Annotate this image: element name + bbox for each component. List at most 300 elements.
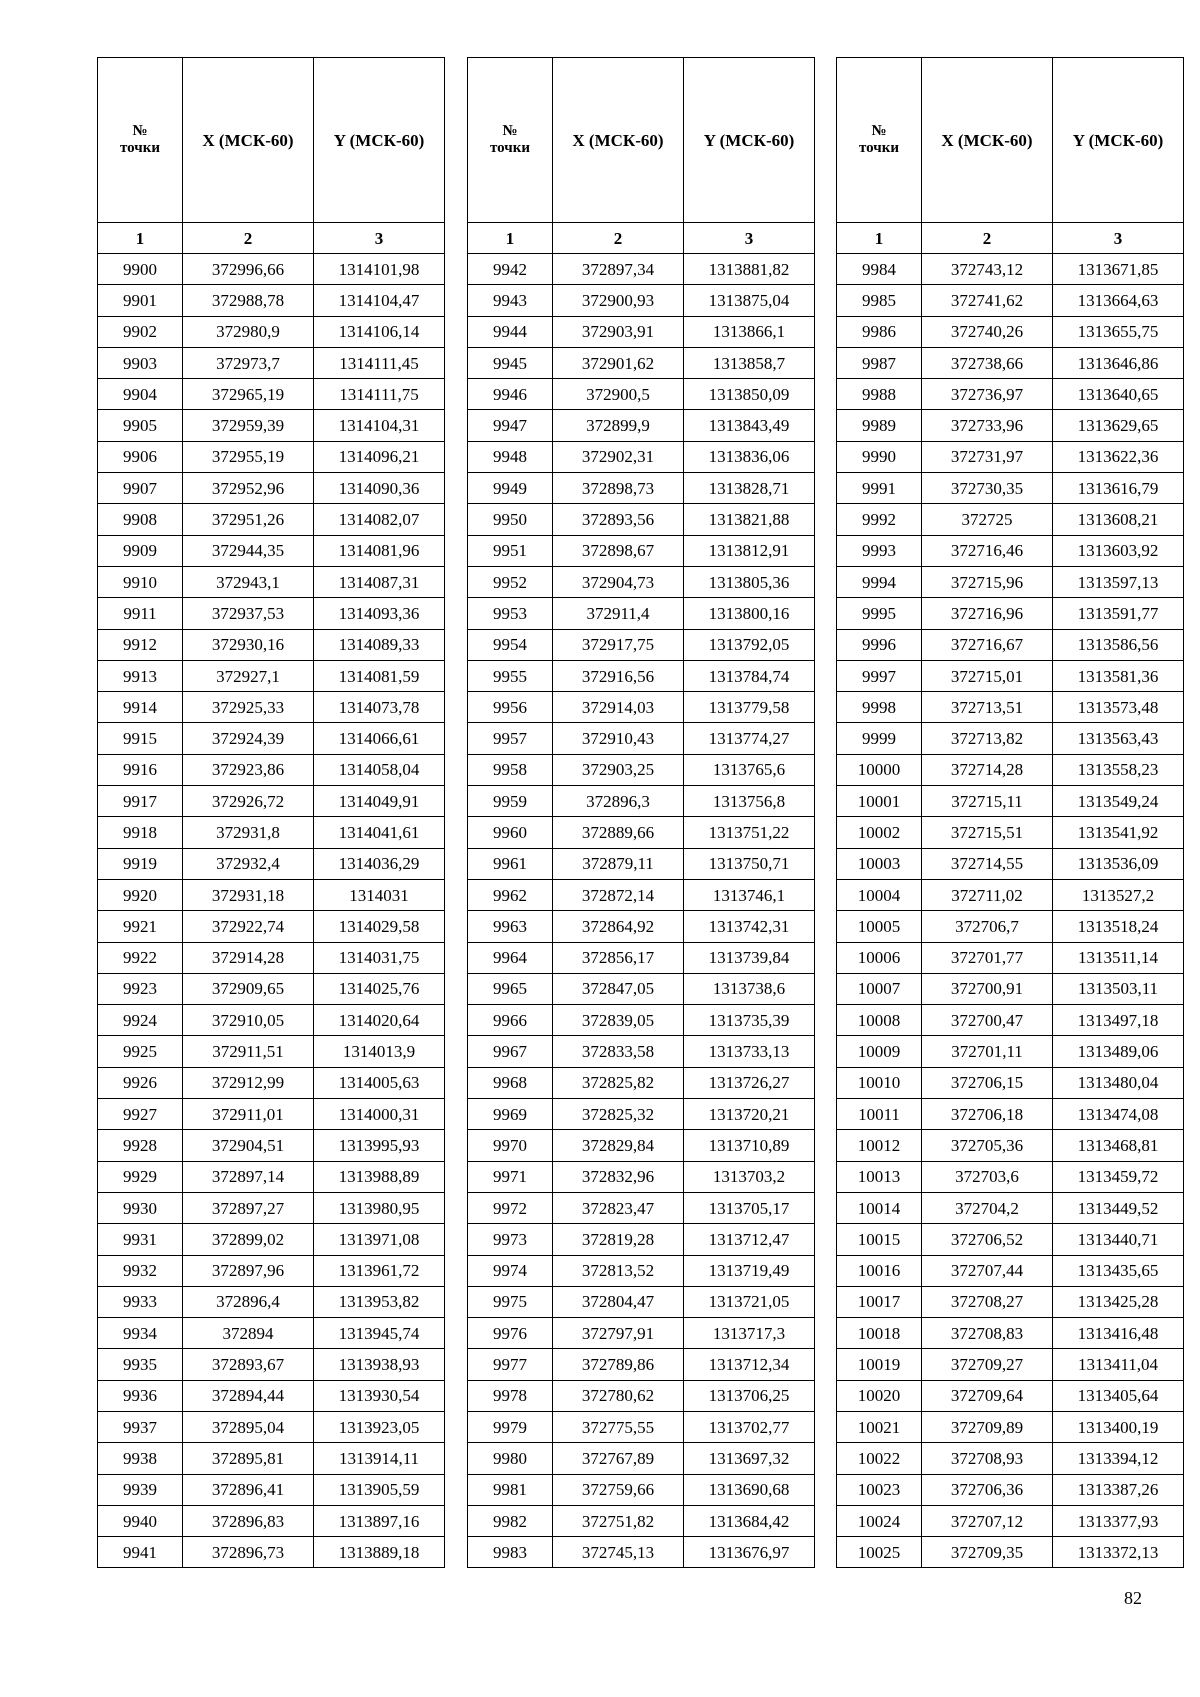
x-coordinate-cell: 372917,75: [553, 629, 684, 660]
point-number-cell: 9917: [98, 786, 183, 817]
x-coordinate-cell: 372813,52: [553, 1255, 684, 1286]
y-coordinate-cell: 1313558,23: [1053, 754, 1184, 785]
point-number-cell: 9906: [98, 441, 183, 472]
point-number-cell: 9924: [98, 1005, 183, 1036]
point-number-cell: 9981: [468, 1474, 553, 1505]
point-number-cell: 10011: [837, 1099, 922, 1130]
point-number-cell: 9904: [98, 379, 183, 410]
header-x: X (МСК-60): [553, 58, 684, 223]
point-number-cell: 10005: [837, 911, 922, 942]
y-coordinate-cell: 1313425,28: [1053, 1286, 1184, 1317]
point-number-cell: 9944: [468, 316, 553, 347]
point-number-cell: 9991: [837, 473, 922, 504]
point-number-cell: 9955: [468, 660, 553, 691]
table-row: [468, 1161, 815, 1192]
y-coordinate-cell: 1313608,21: [1053, 504, 1184, 535]
column-number: 1: [98, 223, 183, 254]
point-number-cell: 9931: [98, 1224, 183, 1255]
table-row: [837, 410, 1184, 441]
table-row: [837, 535, 1184, 566]
y-coordinate-cell: 1313938,93: [314, 1349, 445, 1380]
column-number: 2: [553, 223, 684, 254]
x-coordinate-cell: 372912,99: [183, 1067, 314, 1098]
point-number-cell: 9945: [468, 347, 553, 378]
x-coordinate-cell: 372903,25: [553, 754, 684, 785]
point-number-cell: 9943: [468, 285, 553, 316]
table-row: [837, 1318, 1184, 1349]
point-number-cell: 9948: [468, 441, 553, 472]
y-coordinate-cell: 1314049,91: [314, 786, 445, 817]
table-row: [468, 1505, 815, 1536]
point-number-cell: 9994: [837, 566, 922, 597]
y-coordinate-cell: 1314031: [314, 879, 445, 910]
y-coordinate-cell: 1313774,27: [684, 723, 815, 754]
x-coordinate-cell: 372709,27: [922, 1349, 1053, 1380]
y-coordinate-cell: 1313712,34: [684, 1349, 815, 1380]
table-row: [98, 473, 445, 504]
point-number-cell: 9998: [837, 692, 922, 723]
table-row: [98, 1349, 445, 1380]
y-coordinate-cell: 1314101,98: [314, 254, 445, 285]
table-row: [837, 598, 1184, 629]
x-coordinate-cell: 372959,39: [183, 410, 314, 441]
x-coordinate-cell: 372711,02: [922, 879, 1053, 910]
table-row: [837, 1474, 1184, 1505]
x-coordinate-cell: 372706,52: [922, 1224, 1053, 1255]
x-coordinate-cell: 372819,28: [553, 1224, 684, 1255]
point-number-cell: 9954: [468, 629, 553, 660]
column-number: 1: [837, 223, 922, 254]
x-coordinate-cell: 372896,83: [183, 1505, 314, 1536]
y-coordinate-cell: 1313497,18: [1053, 1005, 1184, 1036]
table-row: [837, 786, 1184, 817]
point-number-cell: 9905: [98, 410, 183, 441]
x-coordinate-cell: 372923,86: [183, 754, 314, 785]
table-row: [98, 723, 445, 754]
y-coordinate-cell: 1313541,92: [1053, 817, 1184, 848]
x-coordinate-cell: 372700,47: [922, 1005, 1053, 1036]
y-coordinate-cell: 1313905,59: [314, 1474, 445, 1505]
x-coordinate-cell: 372829,84: [553, 1130, 684, 1161]
point-number-cell: 9989: [837, 410, 922, 441]
point-number-cell: 9961: [468, 848, 553, 879]
y-coordinate-cell: 1314082,07: [314, 504, 445, 535]
y-coordinate-cell: 1313468,81: [1053, 1130, 1184, 1161]
point-number-cell: 10009: [837, 1036, 922, 1067]
y-coordinate-cell: 1313858,7: [684, 347, 815, 378]
x-coordinate-cell: 372911,4: [553, 598, 684, 629]
point-number-cell: 9916: [98, 754, 183, 785]
table-row: [98, 754, 445, 785]
table-row: [468, 1255, 815, 1286]
x-coordinate-cell: 372731,97: [922, 441, 1053, 472]
table-row: [468, 1036, 815, 1067]
header-point-number-line1: №: [502, 123, 518, 139]
point-number-cell: 9959: [468, 786, 553, 817]
point-number-cell: 9935: [98, 1349, 183, 1380]
point-number-cell: 9964: [468, 942, 553, 973]
y-coordinate-cell: 1313655,75: [1053, 316, 1184, 347]
header-point-number-line2: точки: [119, 140, 161, 156]
point-number-cell: 9939: [98, 1474, 183, 1505]
page-number: 82: [1124, 1588, 1142, 1608]
point-number-cell: 9973: [468, 1224, 553, 1255]
table-row: [837, 1161, 1184, 1192]
table-row: [468, 1474, 815, 1505]
y-coordinate-cell: 1314090,36: [314, 473, 445, 504]
x-coordinate-cell: 372715,11: [922, 786, 1053, 817]
table-row: [98, 254, 445, 285]
y-coordinate-cell: 1313394,12: [1053, 1443, 1184, 1474]
x-coordinate-cell: 372910,43: [553, 723, 684, 754]
point-number-cell: 9923: [98, 973, 183, 1004]
y-coordinate-cell: 1313629,65: [1053, 410, 1184, 441]
x-coordinate-cell: 372847,05: [553, 973, 684, 1004]
table-row: [837, 1067, 1184, 1098]
point-number-cell: 9934: [98, 1318, 183, 1349]
x-coordinate-cell: 372706,36: [922, 1474, 1053, 1505]
point-number-cell: 9936: [98, 1380, 183, 1411]
y-coordinate-cell: 1313881,82: [684, 254, 815, 285]
coordinates-table-1: [97, 57, 445, 1568]
point-number-cell: 9914: [98, 692, 183, 723]
y-coordinate-cell: 1313961,72: [314, 1255, 445, 1286]
point-number-cell: 10007: [837, 973, 922, 1004]
header-point-number: [468, 58, 553, 223]
table-row: [98, 410, 445, 441]
table-row: [468, 1099, 815, 1130]
point-number-cell: 9974: [468, 1255, 553, 1286]
point-number-cell: 9967: [468, 1036, 553, 1067]
y-coordinate-cell: 1313739,84: [684, 942, 815, 973]
table-row: [98, 973, 445, 1004]
point-number-cell: 9942: [468, 254, 553, 285]
x-coordinate-cell: 372894: [183, 1318, 314, 1349]
x-coordinate-cell: 372705,36: [922, 1130, 1053, 1161]
y-coordinate-cell: 1313765,6: [684, 754, 815, 785]
y-coordinate-cell: 1313411,04: [1053, 1349, 1184, 1380]
table-row: [468, 660, 815, 691]
y-coordinate-cell: 1313721,05: [684, 1286, 815, 1317]
y-coordinate-cell: 1313440,71: [1053, 1224, 1184, 1255]
x-coordinate-cell: 372911,51: [183, 1036, 314, 1067]
y-coordinate-cell: 1313603,92: [1053, 535, 1184, 566]
table-row: [837, 1537, 1184, 1568]
point-number-cell: 9977: [468, 1349, 553, 1380]
column-number-row: [98, 223, 445, 254]
y-coordinate-cell: 1314081,96: [314, 535, 445, 566]
x-coordinate-cell: 372708,27: [922, 1286, 1053, 1317]
table-row: [98, 316, 445, 347]
table-row: [468, 441, 815, 472]
table-row: [468, 473, 815, 504]
x-coordinate-cell: 372707,44: [922, 1255, 1053, 1286]
point-number-cell: 9951: [468, 535, 553, 566]
point-number-cell: 10006: [837, 942, 922, 973]
y-coordinate-cell: 1313843,49: [684, 410, 815, 441]
y-coordinate-cell: 1313850,09: [684, 379, 815, 410]
x-coordinate-cell: 372775,55: [553, 1411, 684, 1442]
x-coordinate-cell: 372804,47: [553, 1286, 684, 1317]
y-coordinate-cell: 1313416,48: [1053, 1318, 1184, 1349]
y-coordinate-cell: 1313805,36: [684, 566, 815, 597]
point-number-cell: 9915: [98, 723, 183, 754]
table-row: [837, 629, 1184, 660]
point-number-cell: 10014: [837, 1192, 922, 1223]
table-row: [98, 1474, 445, 1505]
table-row: [468, 1537, 815, 1568]
point-number-cell: 10021: [837, 1411, 922, 1442]
y-coordinate-cell: 1314081,59: [314, 660, 445, 691]
point-number-cell: 10024: [837, 1505, 922, 1536]
point-number-cell: 9949: [468, 473, 553, 504]
x-coordinate-cell: 372927,1: [183, 660, 314, 691]
x-coordinate-cell: 372716,67: [922, 629, 1053, 660]
table-row: [98, 1224, 445, 1255]
y-coordinate-cell: 1313733,13: [684, 1036, 815, 1067]
header-point-number-line1: №: [871, 123, 887, 139]
y-coordinate-cell: 1313676,97: [684, 1537, 815, 1568]
x-coordinate-cell: 372896,41: [183, 1474, 314, 1505]
table-row: [837, 1411, 1184, 1442]
point-number-cell: 9957: [468, 723, 553, 754]
table-row: [98, 629, 445, 660]
table-row: [98, 1099, 445, 1130]
y-coordinate-cell: 1313684,42: [684, 1505, 815, 1536]
column-number: 3: [1053, 223, 1184, 254]
y-coordinate-cell: 1313581,36: [1053, 660, 1184, 691]
point-number-cell: 9993: [837, 535, 922, 566]
x-coordinate-cell: 372951,26: [183, 504, 314, 535]
table-row: [468, 942, 815, 973]
x-coordinate-cell: 372706,7: [922, 911, 1053, 942]
x-coordinate-cell: 372745,13: [553, 1537, 684, 1568]
y-coordinate-cell: 1313836,06: [684, 441, 815, 472]
point-number-cell: 9958: [468, 754, 553, 785]
table-row: [468, 848, 815, 879]
table-row: [468, 723, 815, 754]
y-coordinate-cell: 1313719,49: [684, 1255, 815, 1286]
point-number-cell: 9956: [468, 692, 553, 723]
y-coordinate-cell: 1313971,08: [314, 1224, 445, 1255]
x-coordinate-cell: 372872,14: [553, 879, 684, 910]
header-x: X (МСК-60): [922, 58, 1053, 223]
point-number-cell: 10016: [837, 1255, 922, 1286]
table-row: [98, 660, 445, 691]
point-number-cell: 9963: [468, 911, 553, 942]
x-coordinate-cell: 372955,19: [183, 441, 314, 472]
point-number-cell: 9919: [98, 848, 183, 879]
point-number-cell: 10008: [837, 1005, 922, 1036]
point-number-cell: 9920: [98, 879, 183, 910]
table-row: [98, 1443, 445, 1474]
point-number-cell: 9996: [837, 629, 922, 660]
point-number-cell: 9962: [468, 879, 553, 910]
x-coordinate-cell: 372780,62: [553, 1380, 684, 1411]
y-coordinate-cell: 1313720,21: [684, 1099, 815, 1130]
x-coordinate-cell: 372899,9: [553, 410, 684, 441]
x-coordinate-cell: 372898,67: [553, 535, 684, 566]
table-row: [837, 1380, 1184, 1411]
column-number: 2: [183, 223, 314, 254]
table-row: [837, 1349, 1184, 1380]
y-coordinate-cell: 1313710,89: [684, 1130, 815, 1161]
y-coordinate-cell: 1313503,11: [1053, 973, 1184, 1004]
x-coordinate-cell: 372825,32: [553, 1099, 684, 1130]
y-coordinate-cell: 1313705,17: [684, 1192, 815, 1223]
x-coordinate-cell: 372914,03: [553, 692, 684, 723]
column-number: 3: [684, 223, 815, 254]
point-number-cell: 9941: [98, 1537, 183, 1568]
y-coordinate-cell: 1313828,71: [684, 473, 815, 504]
y-coordinate-cell: 1314096,21: [314, 441, 445, 472]
point-number-cell: 9969: [468, 1099, 553, 1130]
header-point-number-line2: точки: [858, 140, 900, 156]
x-coordinate-cell: 372740,26: [922, 316, 1053, 347]
y-coordinate-cell: 1313459,72: [1053, 1161, 1184, 1192]
x-coordinate-cell: 372879,11: [553, 848, 684, 879]
x-coordinate-cell: 372900,5: [553, 379, 684, 410]
x-coordinate-cell: 372902,31: [553, 441, 684, 472]
x-coordinate-cell: 372833,58: [553, 1036, 684, 1067]
x-coordinate-cell: 372832,96: [553, 1161, 684, 1192]
header-x: X (МСК-60): [183, 58, 314, 223]
y-coordinate-cell: 1313573,48: [1053, 692, 1184, 723]
y-coordinate-cell: 1313622,36: [1053, 441, 1184, 472]
y-coordinate-cell: 1313742,31: [684, 911, 815, 942]
point-number-cell: 9978: [468, 1380, 553, 1411]
x-coordinate-cell: 372898,73: [553, 473, 684, 504]
y-coordinate-cell: 1313518,24: [1053, 911, 1184, 942]
point-number-cell: 9903: [98, 347, 183, 378]
y-coordinate-cell: 1313988,89: [314, 1161, 445, 1192]
table-row: [837, 1130, 1184, 1161]
point-number-cell: 9997: [837, 660, 922, 691]
table-row: [468, 1286, 815, 1317]
table-row: [468, 598, 815, 629]
table-row: [837, 473, 1184, 504]
point-number-cell: 9960: [468, 817, 553, 848]
x-coordinate-cell: 372709,89: [922, 1411, 1053, 1442]
x-coordinate-cell: 372909,65: [183, 973, 314, 1004]
y-coordinate-cell: 1313536,09: [1053, 848, 1184, 879]
x-coordinate-cell: 372704,2: [922, 1192, 1053, 1223]
header-point-number-line2: точки: [489, 140, 531, 156]
point-number-cell: 9992: [837, 504, 922, 535]
x-coordinate-cell: 372706,18: [922, 1099, 1053, 1130]
table-row: [468, 1380, 815, 1411]
point-number-cell: 9972: [468, 1192, 553, 1223]
table-row: [98, 1005, 445, 1036]
table-row: [98, 1161, 445, 1192]
y-coordinate-cell: 1314025,76: [314, 973, 445, 1004]
header-row: [837, 58, 1184, 223]
x-coordinate-cell: 372715,96: [922, 566, 1053, 597]
table-row: [837, 347, 1184, 378]
x-coordinate-cell: 372916,56: [553, 660, 684, 691]
y-coordinate-cell: 1313449,52: [1053, 1192, 1184, 1223]
point-number-cell: 10010: [837, 1067, 922, 1098]
table-row: [98, 1318, 445, 1349]
table-row: [468, 1411, 815, 1442]
point-number-cell: 9987: [837, 347, 922, 378]
point-number-cell: 9999: [837, 723, 922, 754]
y-coordinate-cell: 1314066,61: [314, 723, 445, 754]
y-coordinate-cell: 1313549,24: [1053, 786, 1184, 817]
table-row: [837, 504, 1184, 535]
point-number-cell: 9912: [98, 629, 183, 660]
point-number-cell: 9995: [837, 598, 922, 629]
y-coordinate-cell: 1313875,04: [684, 285, 815, 316]
table-row: [468, 1318, 815, 1349]
x-coordinate-cell: 372895,81: [183, 1443, 314, 1474]
y-coordinate-cell: 1313616,79: [1053, 473, 1184, 504]
point-number-cell: 9983: [468, 1537, 553, 1568]
table-row: [468, 817, 815, 848]
table-row: [468, 1067, 815, 1098]
y-coordinate-cell: 1313640,65: [1053, 379, 1184, 410]
column-number-row: [837, 223, 1184, 254]
y-coordinate-cell: 1313480,04: [1053, 1067, 1184, 1098]
table-row: [837, 817, 1184, 848]
x-coordinate-cell: 372864,92: [553, 911, 684, 942]
x-coordinate-cell: 372973,7: [183, 347, 314, 378]
table-row: [468, 1224, 815, 1255]
table-row: [468, 973, 815, 1004]
y-coordinate-cell: 1313435,65: [1053, 1255, 1184, 1286]
x-coordinate-cell: 372988,78: [183, 285, 314, 316]
y-coordinate-cell: 1313821,88: [684, 504, 815, 535]
table-row: [468, 379, 815, 410]
x-coordinate-cell: 372900,93: [553, 285, 684, 316]
point-number-cell: 9946: [468, 379, 553, 410]
x-coordinate-cell: 372893,67: [183, 1349, 314, 1380]
y-coordinate-cell: 1313812,91: [684, 535, 815, 566]
table-row: [468, 1192, 815, 1223]
table-row: [837, 942, 1184, 973]
x-coordinate-cell: 372893,56: [553, 504, 684, 535]
point-number-cell: 9950: [468, 504, 553, 535]
table-row: [837, 1099, 1184, 1130]
y-coordinate-cell: 1313866,1: [684, 316, 815, 347]
x-coordinate-cell: 372713,82: [922, 723, 1053, 754]
table-row: [98, 379, 445, 410]
header-y: Y (МСК-60): [684, 58, 815, 223]
y-coordinate-cell: 1313563,43: [1053, 723, 1184, 754]
x-coordinate-cell: 372713,51: [922, 692, 1053, 723]
table-row: [98, 1067, 445, 1098]
x-coordinate-cell: 372932,4: [183, 848, 314, 879]
x-coordinate-cell: 372952,96: [183, 473, 314, 504]
point-number-cell: 10004: [837, 879, 922, 910]
x-coordinate-cell: 372706,15: [922, 1067, 1053, 1098]
y-coordinate-cell: 1314013,9: [314, 1036, 445, 1067]
y-coordinate-cell: 1313646,86: [1053, 347, 1184, 378]
table-row: [98, 942, 445, 973]
y-coordinate-cell: 1313756,8: [684, 786, 815, 817]
x-coordinate-cell: 372700,91: [922, 973, 1053, 1004]
y-coordinate-cell: 1314073,78: [314, 692, 445, 723]
table-row: [98, 1130, 445, 1161]
x-coordinate-cell: 372904,73: [553, 566, 684, 597]
table-row: [837, 1443, 1184, 1474]
table-row: [98, 285, 445, 316]
x-coordinate-cell: 372759,66: [553, 1474, 684, 1505]
point-number-cell: 9937: [98, 1411, 183, 1442]
point-number-cell: 10023: [837, 1474, 922, 1505]
y-coordinate-cell: 1313800,16: [684, 598, 815, 629]
y-coordinate-cell: 1313784,74: [684, 660, 815, 691]
